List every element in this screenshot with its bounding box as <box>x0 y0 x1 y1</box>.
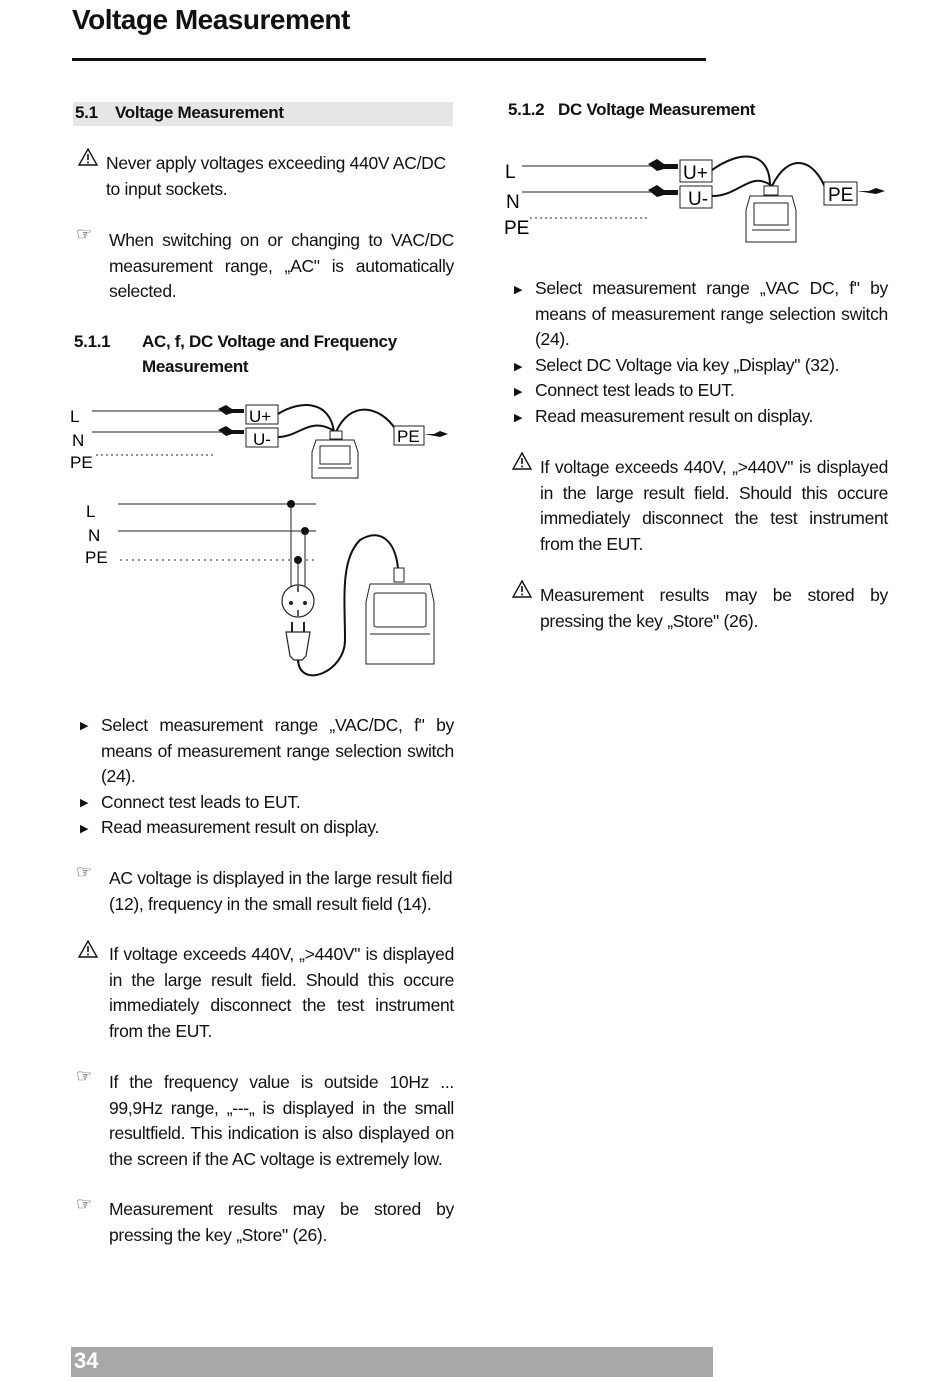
triangle-right-bullet-icon: ▶ <box>80 720 89 732</box>
label-pe-dc: PE <box>504 218 530 239</box>
label-n-dc: N <box>506 192 520 213</box>
subsection-number: 5.1.1 <box>74 332 111 351</box>
warning-text: Never apply voltages exceeding 440V AC/DC to input sockets. <box>106 153 446 199</box>
label-pe-line: PE <box>85 548 108 567</box>
warning-triangle-icon <box>512 452 532 470</box>
subsection-title-line2: Measurement <box>142 357 249 376</box>
subsection-title: DC Voltage Measurement <box>558 100 756 119</box>
step-text: Read measurement result on display. <box>101 817 380 837</box>
triangle-right-bullet-icon: ▶ <box>514 386 523 398</box>
subsection-title-line1: AC, f, DC Voltage and Frequency <box>142 332 397 351</box>
label-u-minus-dc: U- <box>688 189 709 210</box>
footer-bar <box>71 1347 713 1377</box>
step-text: Select measurement range „VAC DC, f" by means of measurement range selection switch (24). <box>535 278 888 350</box>
pointing-hand-icon: ☞ <box>76 224 93 244</box>
step-text: Select DC Voltage via key „Display" (32). <box>535 355 840 375</box>
warning-text: Measurement results may be stored by pressing the key „Store" (26). <box>540 585 888 631</box>
subsection-number: 5.1.2 <box>508 100 545 119</box>
step-text: Connect test leads to EUT. <box>101 792 301 812</box>
warning-text: If voltage exceeds 440V, „>440V" is displayed in the large result field. Should this occure immediately disconnect the test instrument from the EUT. <box>540 457 888 554</box>
step-text: Select measurement range „VAC/DC, f" by means of measurement range selection switch (24). <box>101 715 454 787</box>
label-pe: PE <box>70 453 93 472</box>
pointing-hand-icon: ☞ <box>76 862 93 882</box>
note-text: When switching on or changing to VAC/DC measurement range, „AC" is automatically selected. <box>109 230 454 302</box>
triangle-right-bullet-icon: ▶ <box>80 797 89 809</box>
note-text: AC voltage is displayed in the large result field (12), frequency in the small result field (14). <box>109 868 453 914</box>
triangle-right-bullet-icon: ▶ <box>80 823 89 835</box>
label-u-plus: U+ <box>249 407 272 426</box>
label-n-socket: N <box>88 526 101 545</box>
label-l-dc: L <box>505 162 516 183</box>
label-pe-socket: PE <box>397 427 420 446</box>
label-l: L <box>70 407 80 426</box>
section-title: Voltage Measurement <box>115 103 284 122</box>
warning-triangle-icon <box>512 580 532 598</box>
step-text: Read measurement result on display. <box>535 406 814 426</box>
label-l-socket: L <box>86 502 96 521</box>
label-u-minus: U- <box>253 430 271 449</box>
pointing-hand-icon: ☞ <box>76 1194 93 1214</box>
triangle-right-bullet-icon: ▶ <box>514 412 523 424</box>
section-number: 5.1 <box>75 103 98 122</box>
page-title: Voltage Measurement <box>72 4 350 35</box>
label-u-plus-dc: U+ <box>683 163 708 184</box>
note-text: If the frequency value is outside 10Hz ... 99,9Hz range, „---„ is displayed in the small resultfield. This indication is also displayed on the screen if the AC voltage is extremely low. <box>109 1072 454 1169</box>
page-number: 34 <box>74 1348 99 1373</box>
warning-text: If voltage exceeds 440V, „>440V" is displayed in the large result field. Should this occure immediately disconnect the test instrument from the EUT. <box>109 944 454 1041</box>
triangle-right-bullet-icon: ▶ <box>514 284 523 296</box>
note-text: Measurement results may be stored by pressing the key „Store" (26). <box>109 1199 454 1245</box>
triangle-right-bullet-icon: ▶ <box>514 361 523 373</box>
label-pe-socket-dc: PE <box>828 185 854 206</box>
pointing-hand-icon: ☞ <box>76 1066 93 1086</box>
label-n: N <box>72 431 85 450</box>
step-text: Connect test leads to EUT. <box>535 380 735 400</box>
